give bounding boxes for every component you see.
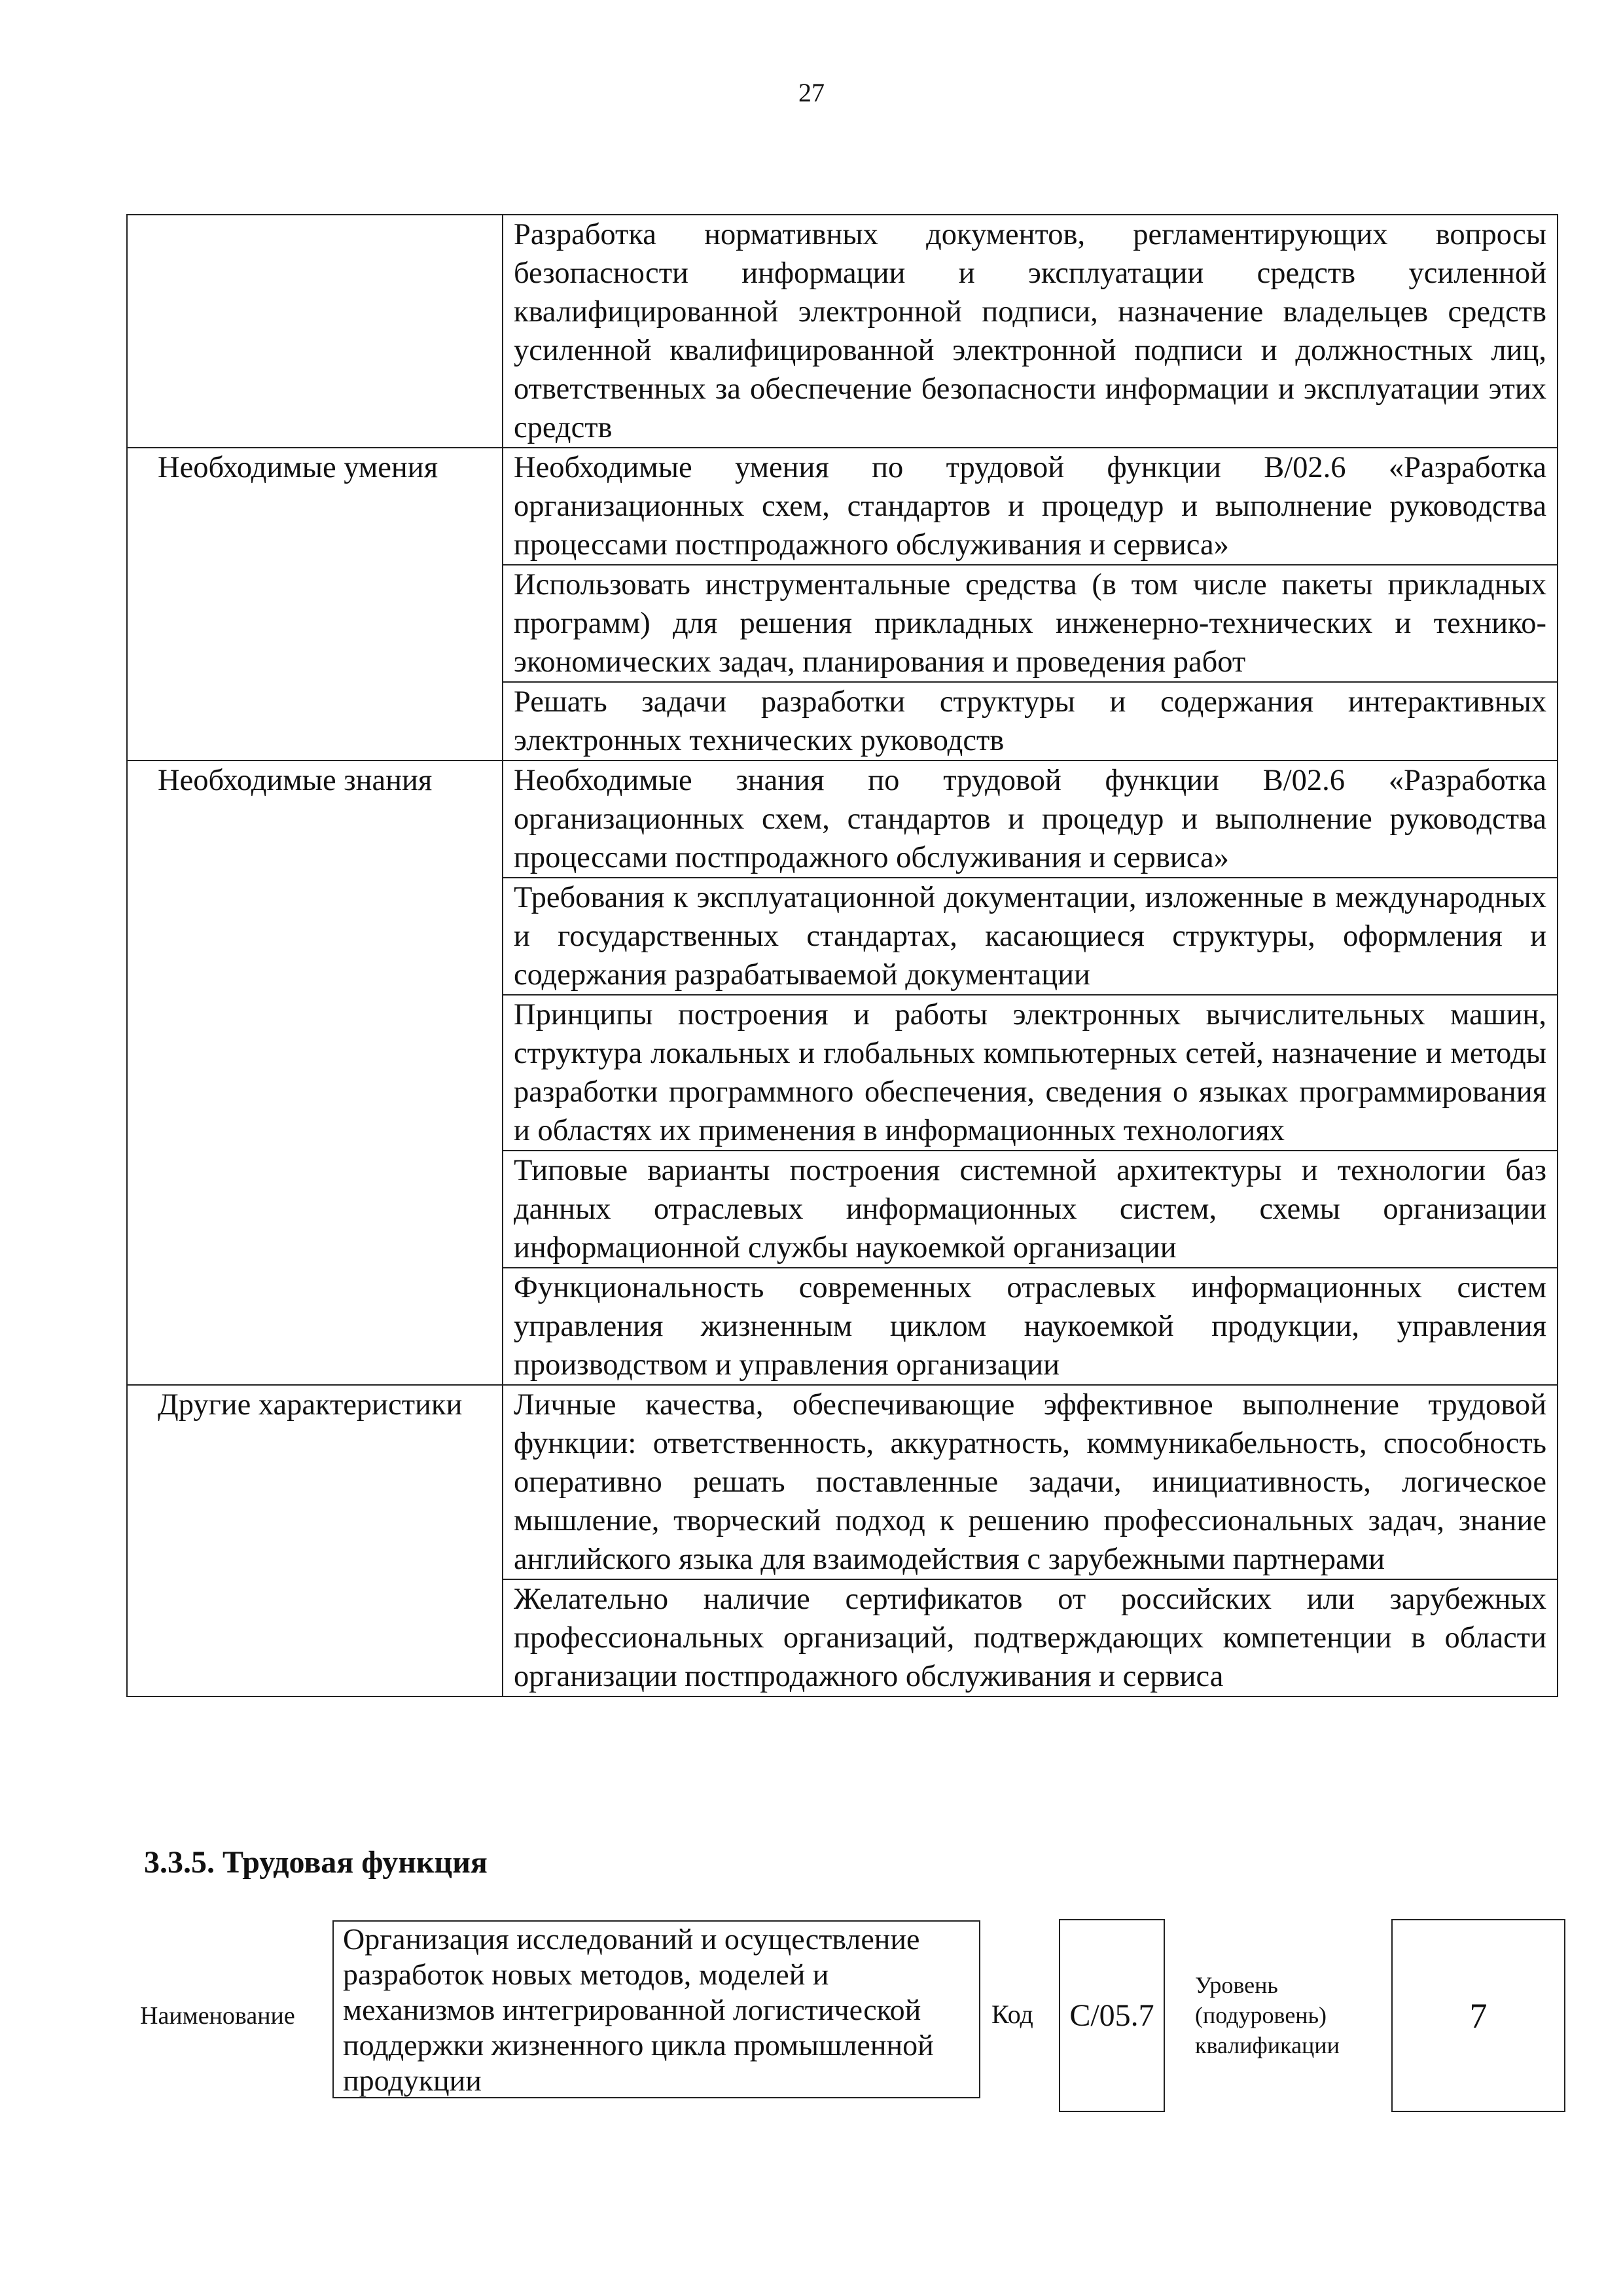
empty-label-cell [127, 682, 503, 761]
code-label: Код [991, 2000, 1033, 2029]
empty-label-cell [127, 215, 503, 448]
skills-item: Использовать инструментальные средства (в том числе пакеты прикладных программ) для решения прикладных инженерно-технических и технико-экономических задач, планирования и проведения работ [503, 565, 1558, 682]
level-box: 7 [1391, 1919, 1565, 2112]
table-row [127, 1385, 1558, 1579]
table-row [127, 761, 1558, 878]
table-row [127, 1579, 1558, 1696]
section-title: 3.3.5. Трудовая функция [144, 1845, 488, 1880]
skills-item: Решать задачи разработки структуры и содержания интерактивных электронных технических руководств [503, 682, 1558, 761]
code-box: C/05.7 [1059, 1919, 1165, 2112]
knowledge-item: Типовые варианты построения системной архитектуры и технологии баз данных отраслевых информационных систем, схемы организации информационной службы наукоемкой организации [503, 1151, 1558, 1268]
empty-label-cell [127, 565, 503, 682]
level-label [1195, 1970, 1340, 2060]
table-row [127, 448, 1558, 565]
empty-label-cell [127, 878, 503, 995]
knowledge-item: Функциональность современных отраслевых информационных систем управления жизненным циклом наукоемкой продукции, управления производством и управления организации [503, 1268, 1558, 1385]
empty-label-cell [127, 1579, 503, 1696]
table-row [127, 215, 1558, 448]
name-label: Наименование [140, 2002, 295, 2030]
empty-label-cell [127, 995, 503, 1151]
level-label-line: (подуровень) [1195, 2002, 1327, 2028]
other-item: Желательно наличие сертификатов от российских или зарубежных профессиональных организаций, подтверждающих компетенции в области организации постпродажного обслуживания и сервиса [503, 1579, 1558, 1696]
empty-label-cell [127, 1151, 503, 1268]
level-label-line: Уровень [1195, 1972, 1278, 1998]
requirements-table [126, 214, 1558, 1697]
level-label-line: квалификации [1195, 2032, 1340, 2058]
other-label: Другие характеристики [127, 1385, 503, 1579]
table-row [127, 1268, 1558, 1385]
table-row [127, 565, 1558, 682]
other-item: Личные качества, обеспечивающие эффективное выполнение трудовой функции: ответственность, аккуратность, коммуникабельность, способность оперативно решать поставленные задачи, инициативность, логическое мышление, творческий подход к решению профессиональных задач, знание английского языка для взаимодействия с зарубежными партнерами [503, 1385, 1558, 1579]
table-row [127, 878, 1558, 995]
function-name-box: Организация исследований и осуществление разработок новых методов, моделей и механизмов интегрированной логистической поддержки жизненного цикла промышленной продукции [332, 1920, 980, 2098]
knowledge-label: Необходимые знания [127, 761, 503, 878]
knowledge-item: Требования к эксплуатационной документации, изложенные в международных и государственных стандартах, касающиеся структуры, оформления и содержания разрабатываемой документации [503, 878, 1558, 995]
empty-label-cell [127, 1268, 503, 1385]
table-cell: Разработка нормативных документов, регламентирующих вопросы безопасности информации и эксплуатации средств усиленной квалифицированной электронной подписи, назначение владельцев средств усиленной квалифицированной электронной подписи и должностных лиц, ответственных за обеспечение безопасности информации и эксплуатации этих средств [503, 215, 1558, 448]
page-number: 27 [798, 78, 825, 107]
table-row [127, 995, 1558, 1151]
knowledge-item: Принципы построения и работы электронных вычислительных машин, структура локальных и глобальных компьютерных сетей, назначение и методы разработки программного обеспечения, сведения о языках программирования и областях их применения в информационных технологиях [503, 995, 1558, 1151]
skills-item: Необходимые умения по трудовой функции В/02.6 «Разработка организационных схем, стандартов и процедур и выполнение руководства процессами постпродажного обслуживания и сервиса» [503, 448, 1558, 565]
knowledge-item: Необходимые знания по трудовой функции В/02.6 «Разработка организационных схем, стандартов и процедур и выполнение руководства процессами постпродажного обслуживания и сервиса» [503, 761, 1558, 878]
table-row [127, 1151, 1558, 1268]
table-row [127, 682, 1558, 761]
skills-label: Необходимые умения [127, 448, 503, 565]
